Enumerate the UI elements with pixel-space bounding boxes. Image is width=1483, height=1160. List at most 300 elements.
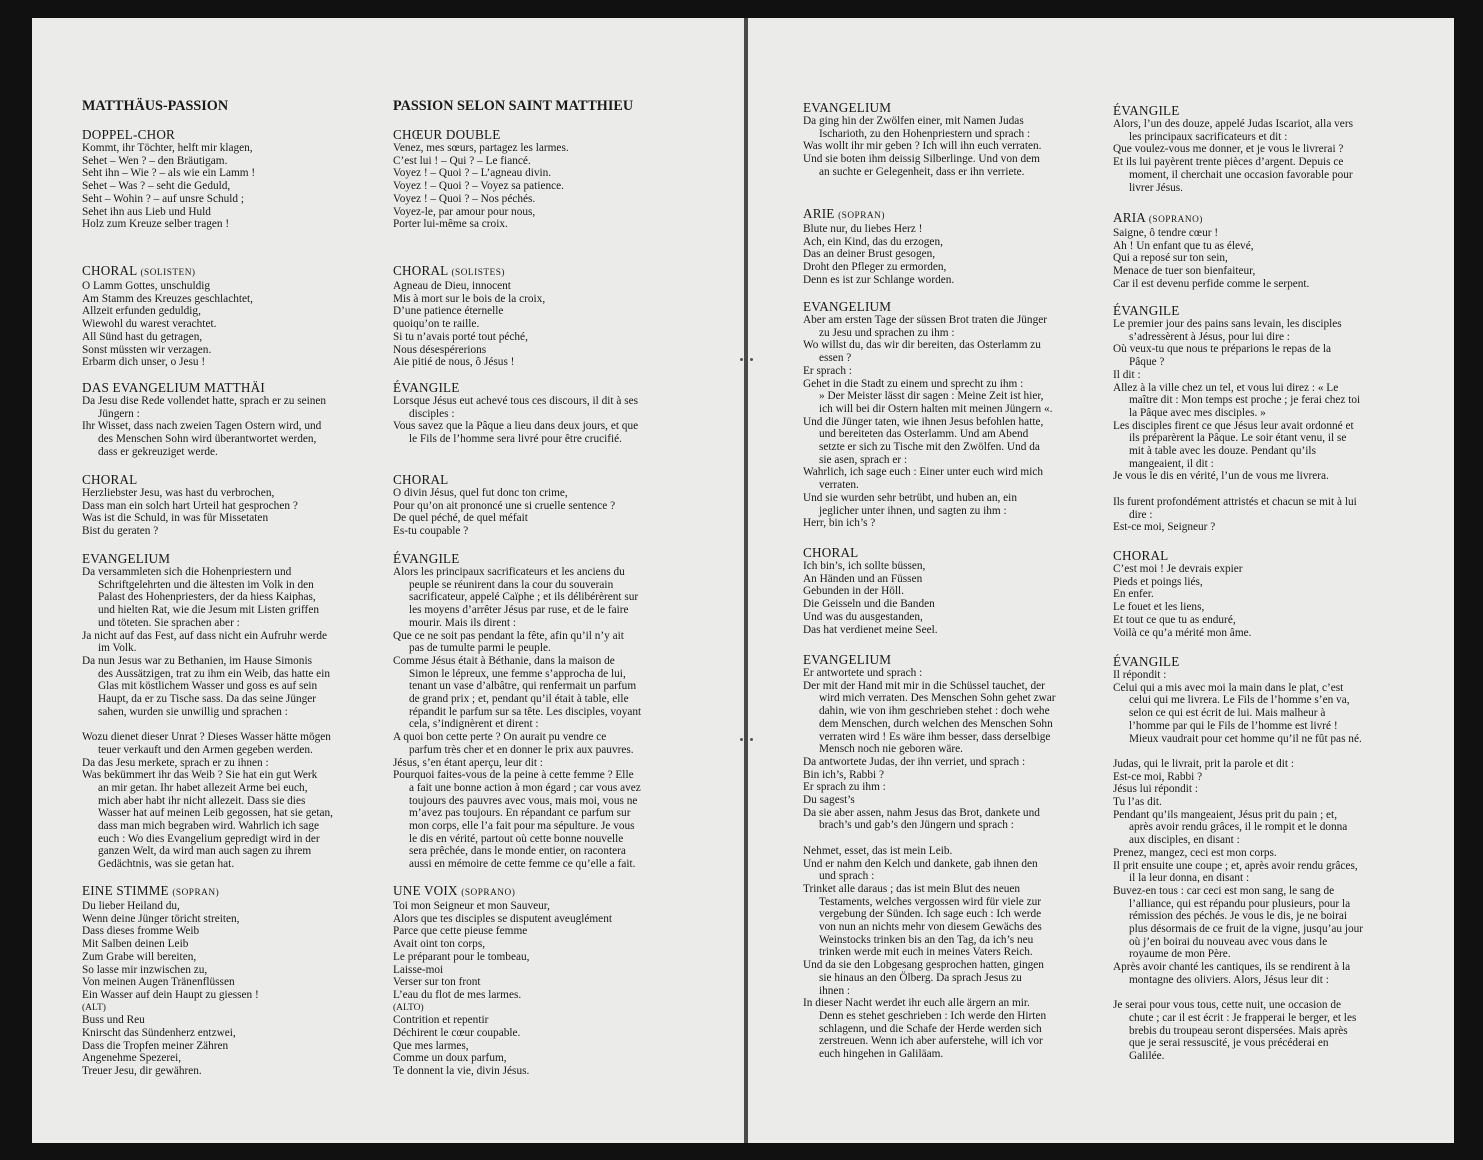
text-line: Und die Jünger taten, wie ihnen Jesus befohlen hatte, (803, 415, 1044, 428)
paragraph-gap (1113, 987, 1403, 1000)
text-line: Was ist die Schuld, in was für Missetaten (82, 512, 269, 525)
text-line: Celui qui a mis avec moi la main dans le plat, c’est (1113, 681, 1344, 694)
section (803, 300, 1093, 530)
text-line: Am Stamm des Kreuzes geschlachtet, (82, 292, 253, 305)
text-line: Und sie wurden sehr betrübt, und huben an, ein (803, 491, 1017, 504)
text-line: Venez, mes sœurs, partagez les larmes. (393, 142, 569, 154)
text-line: aussi en mémoire de cette femme ce qu’elle a fait. (409, 858, 636, 871)
text-line: Von meinen Augen Tränenflüssen (82, 976, 235, 989)
text-line: après avoir rendu grâces, il le rompit et le donna (1129, 821, 1348, 834)
text-line: sacrificateur, appelé Caïphe ; et ils délibérèrent sur (409, 591, 639, 604)
text-line: Judas, qui le livrait, prit la parole et dit : (1113, 757, 1295, 770)
text-line: O divin Jésus, quel fut donc ton crime, (393, 487, 568, 499)
text-line: Que voulez-vous me donner, et je vous le livrerai ? (1113, 143, 1344, 156)
section-heading-text: EVANGELIUM (803, 299, 892, 314)
section (803, 653, 1093, 1061)
section (393, 473, 693, 538)
text-line: il la leur donna, en disant : (1129, 872, 1250, 885)
text-line: Erbarm dich unser, o Jesu ! (82, 356, 206, 369)
text-line: Car il est devenu perfide comme le serpent. (1113, 277, 1310, 290)
text-line: royaume de mon Père. (1129, 948, 1231, 961)
text-line: Kommt, ihr Töchter, helft mir klagen, (82, 142, 253, 154)
text-line: jeglicher unter ihnen, und sagten zu ihm : (819, 504, 1007, 517)
text-line: Mit Salben deinen Leib (82, 938, 189, 951)
voice-label: (SOPRANO) (1148, 215, 1203, 225)
text-line: Nehmet, esset, das ist mein Leib. (803, 844, 953, 857)
text-line: mangeaient, il dit : (1129, 457, 1214, 470)
text-line: s’adressèrent à Jésus, pour lui dire : (1129, 330, 1290, 343)
section-heading-text: CHORAL (393, 263, 448, 278)
text-line: und sprach : (819, 870, 875, 883)
paragraph-gap (1113, 483, 1403, 496)
section-heading (393, 884, 693, 900)
text-line: Pendant qu’ils mangeaient, Jésus prit du pain ; et, (1113, 808, 1338, 821)
text-line: Du lieber Heiland du, (82, 900, 180, 912)
section (803, 101, 1093, 179)
section-heading (803, 546, 1093, 560)
text-line: Und da sie den Lobgesang gesprochen hatten, gingen (803, 959, 1044, 972)
text-line: dass er gekreuziget werde. (98, 445, 218, 458)
section-heading (803, 101, 1093, 115)
text-line: Sehet – Wen ? – den Bräutigam. (82, 154, 228, 167)
text-line: ich will bei dir Ostern halten mit meinen Jüngern «. (819, 402, 1053, 415)
text-line: Contrition et repentir (393, 1014, 489, 1027)
binding-hole (750, 358, 753, 361)
text-line: » Der Meister lässt dir sagen : Meine Zeit ist hier, (819, 390, 1044, 403)
text-line: C’est lui ! – Qui ? – Le fiancé. (393, 154, 531, 167)
text-line: Buss und Reu (82, 1014, 145, 1027)
text-line: Avait oint ton corps, (393, 938, 486, 951)
text-line: Agneau de Dieu, innocent (393, 280, 511, 292)
text-line: Ischarioth, zu den Hohenpriestern und sprach : (819, 127, 1031, 140)
text-line: quoiqu’on te raille. (393, 318, 480, 331)
text-line: peuple se réunirent dans la cour du souverain (409, 578, 614, 591)
text-line: rémission des péchés. Je vous le dis, je ne boirai (1129, 910, 1348, 923)
text-line: Lorsque Jésus eut achevé tous ces discours, il dit à ses (393, 395, 639, 407)
text-line: de grand prix ; et, pendant qu’il était à table, elle (409, 693, 629, 706)
text-line: Toi mon Seigneur et mon Sauveur, (393, 900, 550, 912)
text-line: mourir. Mais ils dirent : (409, 616, 517, 629)
text-line: chute ; car il est écrit : Je frapperai le berger, et les (1129, 1011, 1357, 1024)
text-line: Porter lui-même sa croix. (393, 218, 508, 231)
paragraph-gap (1113, 745, 1403, 758)
section (1113, 304, 1403, 534)
text-line: euch hingehen in Galiläam. (819, 1048, 944, 1061)
text-line: ihnen : (819, 984, 851, 997)
text-line: verraten. (819, 479, 859, 492)
text-line: Da antwortete Judas, der ihn verriet, und sprach : (803, 755, 1026, 768)
text-line: Prenez, mangez, ceci est mon corps. (1113, 846, 1277, 859)
text-line: Alors les principaux sacrificateurs et les anciens du (393, 566, 625, 578)
voice-label: (SOLISTEN) (140, 268, 196, 278)
french-title: PASSION SELON SAINT MATTHIEU (393, 98, 634, 114)
text-line: im Volk. (98, 642, 137, 655)
text-line: Jésus lui répondit : (1113, 783, 1199, 796)
section-heading (82, 128, 372, 142)
text-line: Angenehme Spezerei, (82, 1052, 182, 1065)
text-line: Pour qu’on ait prononcé une si cruelle sentence ? (393, 499, 616, 512)
section-heading-text: ÉVANGILE (393, 551, 460, 566)
text-line: Est-ce moi, Seigneur ? (1113, 521, 1216, 534)
text-line: pas de tumulte parmi le peuple. (409, 642, 551, 655)
section (393, 884, 693, 1078)
text-line: Gehet in die Stadt zu einem und sprecht zu ihm : (803, 377, 1024, 390)
text-line: Bist du geraten ? (82, 525, 159, 538)
section-heading (1113, 549, 1403, 563)
text-line: Seht ihn – Wie ? – als wie ein Lamm ! (82, 167, 256, 180)
text-line: Was bekümmert ihr das Weib ? Sie hat ein gut Werk (82, 769, 318, 782)
text-line: celui qui me livrera. Le Fils de l’homme s’en va, (1129, 694, 1350, 707)
text-line: zu Jesu und sprachen zu ihm : (819, 326, 955, 339)
text-line: Dass man ein solch hart Urteil hat gesprochen ? (82, 499, 298, 512)
text-line: m’avez pas toujours. En répandant ce parfum sur (409, 807, 631, 820)
text-line: Er sprach : (803, 364, 852, 377)
text-line: Da nun Jesus war zu Bethanien, im Hause Simonis (82, 654, 312, 667)
text-line: Es-tu coupable ? (393, 525, 469, 538)
text-line: toujours des pauvres avec vous, mais moi, vous ne (409, 794, 638, 807)
section (803, 546, 1093, 636)
section-heading-text: CHORAL (82, 263, 137, 278)
section-heading-text: EINE STIMME (82, 883, 169, 898)
text-line: que je serai ressuscité, je vous précéderai en (1129, 1037, 1329, 1050)
text-line: Le préparant pour le tombeau, (393, 950, 530, 963)
text-line: mit à table avec les douze. Pendant qu’ils (1129, 445, 1316, 458)
binding-hole (750, 738, 753, 741)
section-heading-text: UNE VOIX (393, 883, 458, 898)
text-line: Je serai pour vous tous, cette nuit, une occasion de (1113, 999, 1342, 1012)
text-line: A quoi bon cette perte ? On aurait pu vendre ce (393, 731, 607, 744)
text-line: Wozu dienet dieser Unrat ? Dieses Wasser hätte mögen (82, 731, 331, 744)
text-line: zerstreuen. Wenn ich aber auferstehe, will ich vor (819, 1035, 1043, 1048)
text-line: Voyez ! – Quoi ? – Voyez sa patience. (393, 180, 564, 193)
text-line: les principaux sacrificateurs et dit : (1129, 130, 1288, 143)
section-heading (393, 552, 693, 566)
text-line: schlagenn, und die Schafe der Herde werden sich (819, 1022, 1042, 1035)
section-heading-text: EVANGELIUM (803, 652, 892, 667)
text-line: Allzeit erfunden geduldig, (82, 305, 201, 318)
section-heading-text: CHORAL (803, 545, 859, 560)
text-line: sie hinaus an den Ölberg. Da sprach Jesus zu (819, 971, 1022, 984)
text-line: Jüngern : (98, 407, 140, 420)
text-line: les moyens d’arrêter Jésus par ruse, et de le faire (409, 604, 629, 617)
text-line: Tu l’as dit. (1113, 796, 1162, 809)
voice-label: (ALT) (82, 1002, 106, 1013)
section-heading (1113, 211, 1403, 227)
text-line: dem Menschen, durch welchen des Menschen Sohn (819, 717, 1053, 730)
text-line: verraten wird ! Es wäre ihm besser, dass derselbige (819, 730, 1051, 743)
section-heading-text: ÉVANGILE (1113, 103, 1180, 118)
section (393, 264, 693, 369)
text-line: a fait une bonne action à mon égard ; car vous avez (409, 781, 641, 794)
text-line: Ah ! Un enfant que tu as élevé, (1113, 239, 1254, 252)
text-line: Est-ce moi, Rabbi ? (1113, 770, 1203, 783)
section-heading-text: ARIE (803, 206, 835, 221)
text-line: Galilée. (1129, 1050, 1165, 1063)
text-line: montagne des oliviers. Alors, Jésus leur dit : (1129, 973, 1329, 986)
text-line: l’alliance, qui est répandu pour plusieurs, pour la (1129, 897, 1351, 910)
section-heading-text: CHORAL (1113, 548, 1169, 563)
text-line: Aber am ersten Tage der süssen Brot traten die Jünger (803, 314, 1048, 326)
section-heading (82, 884, 372, 900)
text-line: Si tu n’avais porté tout péché, (393, 330, 528, 343)
text-line: Il répondit : (1113, 669, 1167, 681)
binding-hole (740, 738, 743, 741)
text-line: l’homme par qui le Fils de l’homme est livré ! (1129, 719, 1338, 732)
section-heading (1113, 104, 1403, 118)
section-heading (82, 473, 372, 487)
text-line: Buvez-en tous : car ceci est mon sang, le sang de (1113, 884, 1335, 897)
text-line: An Händen und an Füssen (803, 572, 923, 585)
text-line: essen ? (819, 352, 852, 365)
text-line: Bin ich’s, Rabbi ? (803, 768, 884, 781)
text-line: Dass dieses fromme Weib (82, 925, 200, 938)
text-line: Je vous le dis en vérité, l’un de vous me livrera. (1113, 470, 1329, 483)
text-line: Ein Wasser auf dein Haupt zu giessen ! (82, 988, 259, 1001)
text-line: Voyez ! – Quoi ? – Nos péchés. (393, 192, 536, 205)
text-line: Il dit : (1113, 368, 1141, 381)
section-heading (803, 653, 1093, 667)
section (1113, 211, 1403, 291)
text-line: Et ils lui payèrent trente pièces d’argent. Depuis ce (1113, 156, 1344, 169)
text-line: brebis du troupeau seront dispersées. Mais après (1129, 1024, 1348, 1037)
text-line: euch : Wo dies Evangelium gepredigt wird in der (98, 832, 320, 845)
binding-hole (740, 358, 743, 361)
text-line: Allez à la ville chez un tel, et vous lui direz : « Le (1113, 381, 1339, 394)
text-line: Und er nahm den Kelch und dankete, gab ihnen den (803, 857, 1038, 870)
text-line: Après avoir chanté les cantiques, ils se rendirent à la (1113, 961, 1351, 974)
text-line: Jésus, s’en étant aperçu, leur dit : (393, 756, 543, 769)
text-line: aux disciples, en disant : (1129, 834, 1240, 847)
text-line: dass man mich begraben wird. Wahrlich ich sage (98, 820, 319, 833)
text-line: Ich bin’s, ich sollte büssen, (803, 560, 926, 572)
text-line: Pieds et poings liés, (1113, 575, 1203, 588)
text-line: tenant un vase d’albâtre, qui renfermait un parfum (409, 680, 637, 693)
section (393, 552, 693, 871)
section (82, 473, 372, 538)
text-line: Voilà ce qu’a mérité mon âme. (1113, 626, 1252, 639)
voice-label: (SOPRAN) (172, 888, 220, 898)
text-line: Pourquoi faites-vous de la peine à cette femme ? Elle (393, 769, 634, 782)
text-line: Sehet – Was ? – seht die Geduld, (82, 180, 231, 193)
text-line: Wenn deine Jünger töricht streiten, (82, 912, 240, 925)
text-line: Knirscht das Sündenherz entzwei, (82, 1027, 236, 1040)
text-line: Laisse-moi (393, 963, 444, 976)
text-line: sera prêchée, dans le monde entier, on racontera (409, 845, 626, 858)
text-line: Il prit ensuite une coupe ; et, après avoir rendu grâces, (1113, 859, 1358, 872)
text-line: Da das Jesu merkete, sprach er zu ihnen : (82, 756, 269, 769)
text-line: Voyez-le, par amour pour nous, (393, 205, 536, 218)
text-line: vergebung der Sünden. Ich sage euch : Ich werde (819, 908, 1042, 921)
text-line: disciples : (409, 407, 455, 420)
section (803, 207, 1093, 287)
text-line: des Aussätzigen, trat zu ihm ein Weib, das hatte ein (98, 667, 330, 680)
section (82, 128, 372, 231)
text-line: Déchirent le cœur coupable. (393, 1027, 521, 1040)
text-line: Da versammleten sich die Hohenpriestern und (82, 566, 292, 578)
text-line: brach’s und gab’s den Jüngern und sprach : (819, 819, 1014, 832)
text-line: Wahrlich, ich sage euch : Einer unter euch wird mich (803, 466, 1043, 479)
text-line: où j’en boirai du nouveau avec vous dans le (1129, 935, 1328, 948)
text-line: parfum très cher et en donner le prix aux pauvres. (409, 743, 634, 756)
text-line: Sehet ihn aus Lieb und Huld (82, 205, 211, 218)
text-line: Er sprach zu ihm : (803, 781, 886, 794)
text-line: Les disciples firent ce que Jésus leur avait ordonné et (1113, 419, 1354, 432)
text-line: Que mes larmes, (393, 1039, 469, 1052)
text-line: mich aber habt ihr nicht allezeit. Dass sie dies (98, 794, 306, 807)
section-heading-text: CHŒUR DOUBLE (393, 127, 501, 142)
text-line: Le fouet et les liens, (1113, 601, 1205, 614)
text-line: C’est moi ! Je devrais expier (1113, 563, 1243, 575)
section (82, 264, 372, 369)
text-line: Gebunden in der Höll. (803, 585, 905, 598)
section-heading (393, 473, 693, 487)
text-line: Alors, l’un des douze, appelé Judas Iscariot, alla vers (1113, 118, 1353, 130)
text-line: Wasser hat auf meinen Leib gegossen, hat sie getan, (98, 807, 333, 820)
text-line: So lasse mir inzwischen zu, (82, 963, 208, 976)
section-heading (82, 381, 372, 395)
text-line: En enfer. (1113, 588, 1154, 601)
text-line: und bereiteten das Osterlamm. Und am Abend (819, 428, 1029, 441)
text-line: dahin, wie von ihm geschrieben stehet : doch wehe (819, 705, 1050, 718)
text-line: Verser sur ton front (393, 976, 481, 989)
section-heading (393, 381, 693, 395)
text-line: Le premier jour des pains sans levain, les disciples (1113, 318, 1342, 330)
text-line: setzte er sich zu Tische mit den Zwölfen. Und da (819, 441, 1040, 454)
text-line: Und was du ausgestanden, (803, 610, 923, 623)
text-line: Comme un doux parfum, (393, 1052, 507, 1065)
text-line: Der mit der Hand mit mir in die Schüssel tauchet, der (803, 679, 1045, 692)
text-line: Seht – Wohin ? – auf unsre Schuld ; (82, 192, 245, 205)
text-line: Da Jesu dise Rede vollendet hatte, sprach er zu seinen (82, 395, 327, 407)
text-line: la Pâque avec mes disciples. » (1129, 406, 1266, 419)
text-line: Voyez ! – Quoi ? – L’agneau divin. (393, 167, 552, 180)
text-line: Herr, bin ich’s ? (803, 517, 876, 530)
text-line: All Sünd hast du getragen, (82, 330, 203, 343)
text-line: wird mich verraten. Des Menschen Sohn gehet zwar (819, 692, 1056, 705)
text-line: Mis à mort sur le bois de la croix, (393, 292, 546, 305)
section (393, 381, 693, 446)
left-page (32, 18, 744, 1143)
text-line: Parce que cette pieuse femme (393, 925, 528, 938)
text-line: Droht den Pfleger zu ermorden, (803, 261, 947, 274)
text-line: moment, il cherchait une occasion favorable pour (1129, 168, 1353, 181)
text-line: an suchte er Gelegenheit, dass er ihn verriete. (819, 165, 1025, 178)
text-line: Palast des Hohenpriesters, der da hiess Kaiphas, (98, 591, 316, 604)
text-line: Où veux-tu que nous te préparions le repas de la (1113, 343, 1332, 356)
text-line: Du sagest’s (803, 794, 855, 807)
text-line: Treuer Jesu, dir gewähren. (82, 1065, 202, 1078)
text-line: Trinket alle daraus ; das ist mein Blut des neuen (803, 882, 1021, 895)
text-line: Ja nicht auf das Fest, auf dass nicht ein Aufruhr werde (82, 629, 328, 642)
text-line: L’eau du flot de mes larmes. (393, 988, 522, 1001)
section (393, 128, 693, 231)
text-line: répandit le parfum sur sa tête. Les disciples, voyant (409, 705, 642, 718)
section-heading-text: EVANGELIUM (803, 100, 892, 115)
text-line: mon corps, elle l’a fait pour ma sépulture. Je vous (409, 820, 635, 833)
text-line: Blute nur, du liebes Herz ! (803, 223, 923, 235)
text-line: Ach, ein Kind, das du erzogen, (803, 235, 943, 248)
text-line: Schriftgelehrten und die ältesten im Volk in den (98, 578, 314, 591)
text-line: Das an deiner Brust gesogen, (803, 248, 936, 261)
text-line: ils préparèrent la Pâque. Le soir étant venu, il se (1129, 432, 1347, 445)
section-heading-text: EVANGELIUM (82, 551, 171, 566)
text-line: Sonst müssten wir verzagen. (82, 343, 212, 356)
section-heading-text: ARIA (1113, 210, 1146, 225)
text-line: an mir getan. Ihr habet allezeit Arme bei euch, (98, 781, 308, 794)
text-line: Vous savez que la Pâque a lieu dans deux jours, et que (393, 420, 639, 433)
text-line: Denn es ist zur Schlange worden. (803, 273, 955, 286)
text-line: Herzliebster Jesu, was hast du verbrochen, (82, 487, 275, 499)
right-page (748, 18, 1454, 1143)
text-line: und töteten. Sie sprachen aber : (98, 616, 240, 629)
text-line: Comme Jésus était à Béthanie, dans la maison de (393, 654, 615, 667)
text-line: sahen, wurden sie unwillig und sprachen : (98, 705, 288, 718)
section-heading-text: DAS EVANGELIUM MATTHÄI (82, 380, 265, 395)
text-line: De quel péché, de quel méfait (393, 512, 528, 525)
section (82, 381, 372, 459)
text-line: und hielten Rat, wie die Jesum mit Listen griffen (98, 604, 319, 617)
text-line: Was wollt ihr mir geben ? Ich will ihn euch verraten. (803, 140, 1042, 153)
text-line: ganzen Welt, da wird man auch sagen zu ihrem (98, 845, 312, 858)
section (1113, 655, 1403, 1063)
text-line: dire : (1129, 508, 1153, 521)
text-line: le dis en vérité, partout où cette bonne nouvelle (409, 832, 624, 845)
text-line: Alors que tes disciples se disputent aveuglément (393, 912, 612, 925)
section (1113, 104, 1403, 194)
text-line: Holz zum Kreuze selber tragen ! (82, 218, 230, 231)
text-line: Dass die Tropfen meiner Zähren (82, 1039, 229, 1052)
text-line: des Menschen Sohn wird überantwortet werden, (98, 433, 317, 446)
text-line: Wiewohl du warest verachtet. (82, 318, 217, 331)
text-line: Wo willst du, das wir dir bereiten, das Osterlamm zu (803, 339, 1041, 352)
text-line: Da ging hin der Zwölfen einer, mit Namen Judas (803, 115, 1024, 127)
section-heading (1113, 655, 1403, 669)
voice-label: (SOPRAN) (838, 211, 885, 221)
section (1113, 549, 1403, 639)
text-line: cela, s’indignèrent et dirent : (409, 718, 539, 731)
section-heading-text: CHORAL (82, 472, 138, 487)
text-line: Mensch noch nie geboren wäre. (819, 743, 963, 756)
text-line: Pâque ? (1129, 356, 1165, 369)
text-line: selon ce qui est écrit de lui. Mais malheur à (1129, 707, 1326, 720)
voice-label: (SOPRANO) (461, 888, 516, 898)
paragraph-gap (82, 718, 372, 731)
text-line: Menace de tuer son bienfaiteur, (1113, 265, 1256, 278)
text-line: Weinstocks trinken bis an den Tag, da ich’s neu (819, 933, 1034, 946)
text-line: In dieser Nacht werdet ihr euch alle ärgern an mir. (803, 997, 1030, 1010)
text-line: Qui a reposé sur ton sein, (1113, 252, 1228, 265)
section-heading-text: ÉVANGILE (393, 380, 460, 395)
paragraph-gap (803, 832, 1093, 845)
section-heading (393, 128, 693, 142)
text-line: von nun an nichts mehr von diesem Gewächs des (819, 921, 1042, 934)
section-heading (82, 264, 372, 280)
voice-label: (SOLISTES) (451, 268, 505, 278)
section-heading-text: ÉVANGILE (1113, 303, 1180, 318)
text-line: Denn es stehet geschrieben : Ich werde den Hirten (819, 1009, 1047, 1022)
text-line: teuer verkauft und den Armen gegeben werden. (98, 743, 313, 756)
german-title: MATTHÄUS-PASSION (82, 98, 229, 114)
text-line: Que ce ne soit pas pendant la fête, afin qu’il n’y ait (393, 629, 624, 642)
text-line: trinken werde mit euch in meines Vaters Reich. (819, 946, 1033, 959)
text-line: Das hat verdienet meine Seel. (803, 623, 938, 636)
section (82, 884, 372, 1078)
text-line: Glas mit köstlichem Wasser und goss es auf sein (98, 680, 318, 693)
text-line: Und sie boten ihm deissig Silberlinge. Und von dem (803, 153, 1040, 166)
text-line: sie asen, sprach er : (819, 453, 908, 466)
text-line: Aie pitié de nous, ô Jésus ! (393, 356, 515, 369)
text-line: Et tout ce que tu as enduré, (1113, 613, 1236, 626)
